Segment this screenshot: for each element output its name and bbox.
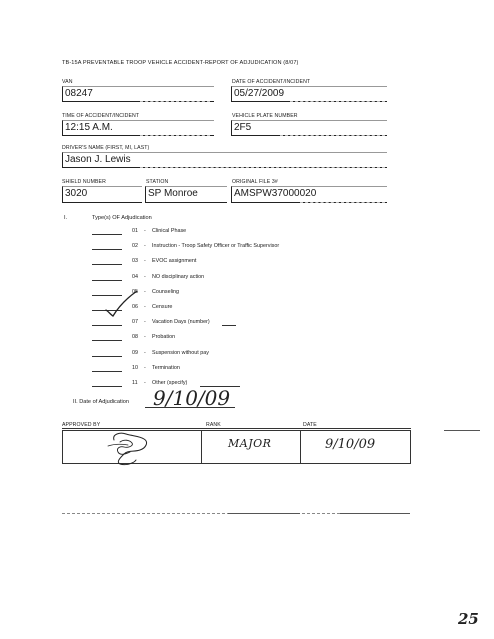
option-separator: - — [144, 350, 146, 356]
option-text: Probation — [152, 334, 176, 340]
date-of-adjudication-label: II. Date of Adjudication — [73, 399, 129, 405]
drivers-name-label: DRIVER'S NAME (FIRST, MI, LAST) — [62, 145, 150, 151]
option-text: NO disciplinary action — [152, 274, 205, 280]
option-separator: - — [144, 274, 146, 280]
date-label: DATE — [303, 422, 317, 428]
option-code: 09 — [132, 350, 138, 356]
approved-by-label: APPROVED BY — [62, 422, 101, 428]
dotted-line — [140, 167, 385, 168]
option-text: Suspension without pay — [152, 350, 209, 356]
rank-value[interactable]: MAJOR — [228, 437, 272, 450]
option-separator: - — [144, 258, 146, 264]
option-code: 05 — [132, 289, 138, 295]
van-value: 08247 — [65, 88, 93, 99]
option-text: Censure — [152, 304, 173, 310]
form-title: TB-15A PREVENTABLE TROOP VEHICLE ACCIDENT-REPORT OF ADJUDICATION (8/07) — [62, 60, 299, 66]
table-divider — [201, 430, 202, 464]
van-field[interactable] — [62, 86, 214, 102]
option-blank[interactable] — [92, 249, 122, 250]
option-code: 07 — [132, 319, 138, 325]
date-of-accident-value: 05/27/2009 — [234, 88, 285, 99]
option-blank[interactable] — [92, 386, 122, 387]
option-separator: - — [144, 365, 146, 371]
option-code: 01 — [132, 228, 138, 234]
option-blank[interactable] — [92, 325, 122, 326]
option-code: 04 — [132, 274, 138, 280]
option-separator: - — [144, 380, 146, 386]
option-text: Vacation Days (number) — [152, 319, 210, 325]
original-file-label: ORIGINAL FILE 3# — [232, 179, 278, 185]
vehicle-plate-field[interactable] — [231, 120, 387, 136]
option-text: Counseling — [152, 289, 179, 295]
option-text: Clinical Phase — [152, 228, 187, 234]
option-code: 10 — [132, 365, 138, 371]
option-code: 03 — [132, 258, 138, 264]
dotted-line — [300, 202, 385, 203]
date-of-adjudication-value[interactable]: 9/10/09 — [153, 386, 231, 410]
option-text: Termination — [152, 365, 180, 371]
option-blank[interactable] — [92, 264, 122, 265]
table-top-rule — [62, 428, 411, 429]
option-text: Instruction - Troop Safety Officer or Traffic Supervisor — [152, 243, 280, 249]
bottom-rule-segment — [340, 513, 410, 514]
dotted-line — [290, 101, 385, 102]
option-separator: - — [144, 228, 146, 234]
option-specify-blank[interactable] — [222, 325, 236, 326]
vehicle-plate-label: VEHICLE PLATE NUMBER — [232, 113, 298, 119]
station-value: SP Monroe — [148, 188, 198, 199]
margin-line — [444, 430, 480, 431]
option-text: Other (specify) — [152, 380, 188, 386]
option-blank[interactable] — [92, 280, 122, 281]
approval-date-value[interactable]: 9/10/09 — [325, 437, 376, 452]
station-label: STATION — [146, 179, 169, 185]
bottom-rule-segment — [228, 513, 300, 514]
shield-number-field[interactable] — [62, 186, 142, 203]
drivers-name-field[interactable] — [62, 152, 387, 168]
option-code: 11 — [132, 380, 138, 386]
drivers-name-value: Jason J. Lewis — [65, 154, 131, 165]
original-file-value: AMSPW37000020 — [234, 188, 317, 199]
option-blank[interactable] — [92, 356, 122, 357]
shield-number-value: 3020 — [65, 188, 88, 199]
shield-number-label: SHIELD NUMBER — [62, 179, 106, 185]
option-blank[interactable] — [92, 371, 122, 372]
time-of-accident-field[interactable] — [62, 120, 214, 136]
vehicle-plate-value: 2F5 — [234, 122, 252, 133]
section-i-numeral: I. — [64, 215, 68, 221]
dotted-line — [280, 135, 385, 136]
option-separator: - — [144, 334, 146, 340]
time-of-accident-label: TIME OF ACCIDENT/INCIDENT — [62, 113, 140, 119]
date-of-accident-field[interactable] — [231, 86, 387, 102]
check-mark-icon — [104, 290, 138, 318]
van-label: VAN — [62, 79, 73, 85]
date-of-accident-label: DATE OF ACCIDENT/INCIDENT — [232, 79, 311, 85]
original-file-field[interactable] — [231, 186, 387, 203]
station-field[interactable] — [145, 186, 227, 203]
option-separator: - — [144, 304, 146, 310]
page-mark: 25 — [458, 610, 479, 628]
time-of-accident-value: 12:15 A.M. — [65, 122, 113, 133]
option-blank[interactable] — [92, 234, 122, 235]
option-code: 06 — [132, 304, 138, 310]
dotted-line — [140, 101, 210, 102]
option-blank[interactable] — [92, 340, 122, 341]
option-separator: - — [144, 319, 146, 325]
option-code: 02 — [132, 243, 138, 249]
section-i-title: Type(s) OF Adjudication — [92, 215, 152, 221]
option-text: EVOC assignment — [152, 258, 197, 264]
option-code: 08 — [132, 334, 138, 340]
option-separator: - — [144, 243, 146, 249]
table-divider — [300, 430, 301, 464]
rank-label: RANK — [206, 422, 221, 428]
dotted-line — [140, 135, 210, 136]
option-separator: - — [144, 289, 146, 295]
approved-by-signature[interactable] — [100, 430, 160, 466]
